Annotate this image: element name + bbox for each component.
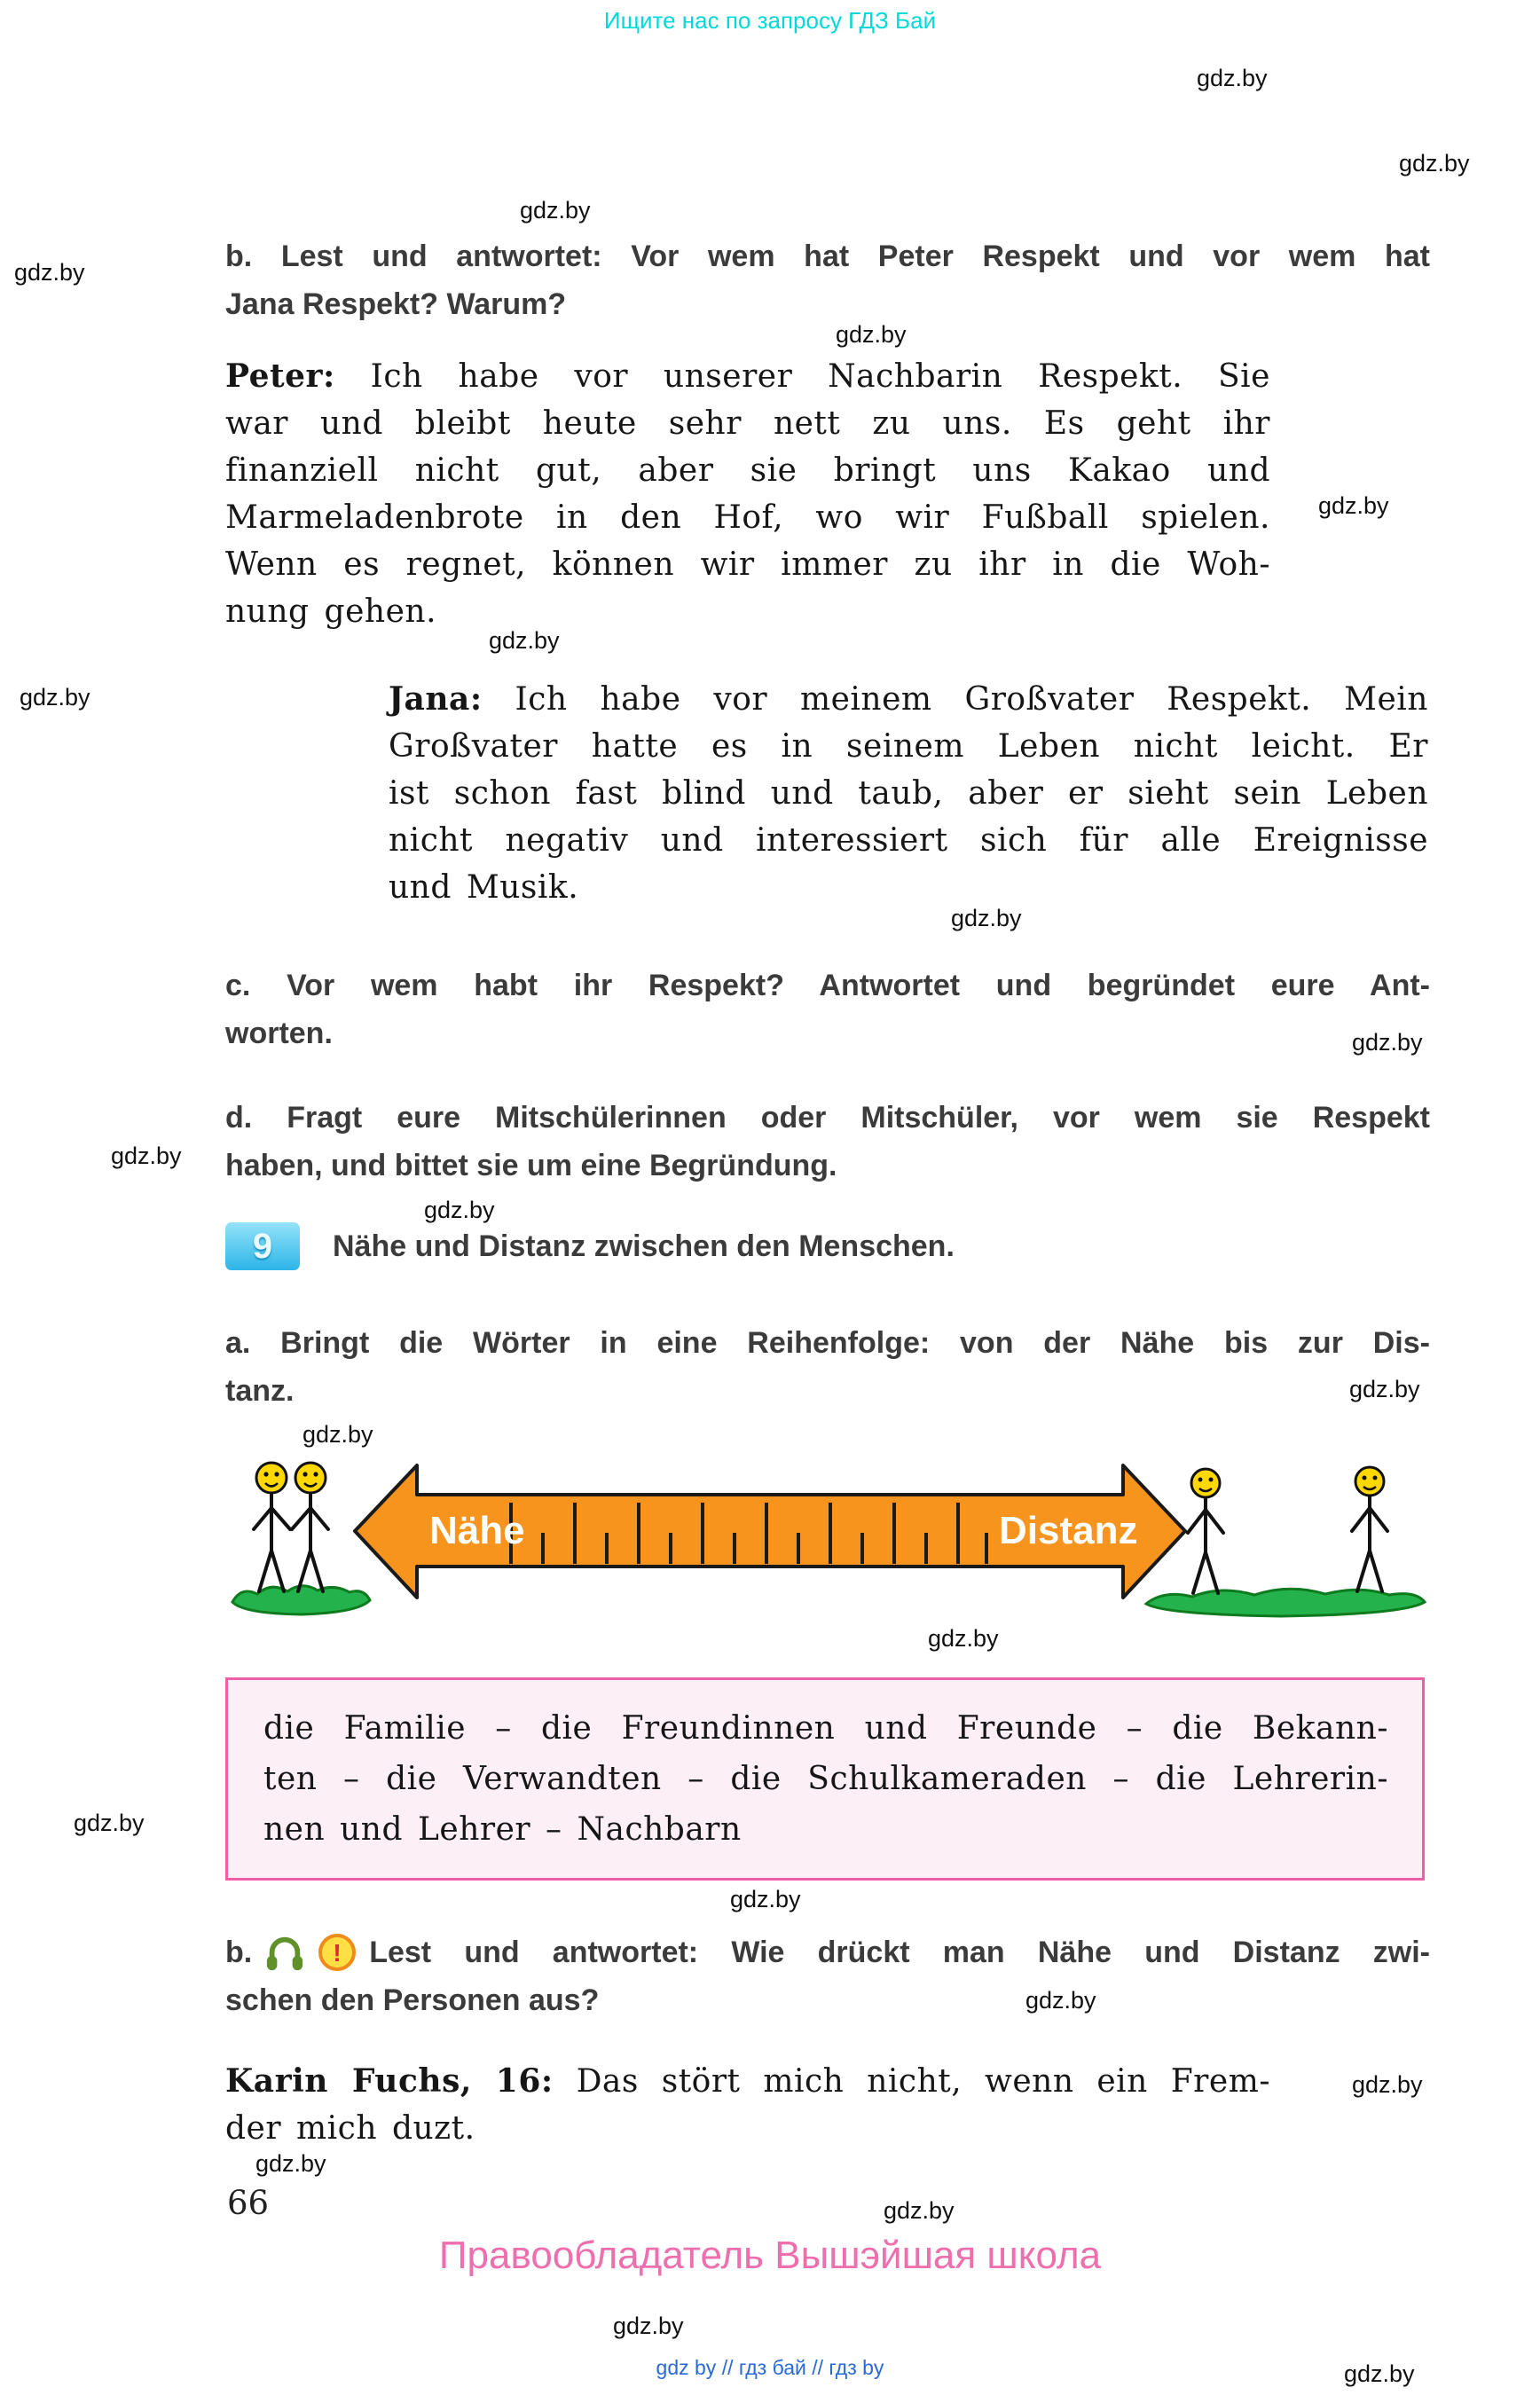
svg-text:!: ! bbox=[333, 1939, 342, 1967]
text-line: tanz. bbox=[225, 1374, 295, 1408]
gdz-watermark: gdz.by bbox=[424, 1197, 495, 1223]
text-line: ist schon fast blind und taub, aber er sieht sein Leben bbox=[389, 775, 1428, 812]
page-number: 66 bbox=[227, 2184, 270, 2222]
gdz-watermark: gdz.by bbox=[1344, 2360, 1415, 2387]
arrow-label-naehe: Nähe bbox=[429, 1509, 525, 1552]
text-line: Peter: Ich habe vor unserer Nachbarin Respekt. Sie bbox=[225, 357, 1270, 395]
gdz-watermark: gdz.by bbox=[302, 1421, 373, 1448]
text-line: a. Bringt die Wörter in eine Reihenfolge: von der Nähe bis zur Dis- bbox=[225, 1326, 1430, 1360]
stick-figures-close bbox=[254, 1494, 328, 1591]
gdz-watermark: gdz.by bbox=[1025, 1987, 1096, 2014]
gdz-watermark: gdz.by bbox=[20, 684, 90, 711]
gdz-watermark: gdz.by bbox=[1352, 1029, 1423, 1056]
text-line: Jana: Ich habe vor meinem Großvater Respekt. Mein bbox=[389, 680, 1428, 718]
smiley-heads-close bbox=[256, 1463, 326, 1493]
text-line: die Familie – die Freundinnen und Freunde – die Bekann- bbox=[263, 1710, 1388, 1747]
stick-figures-distant bbox=[1188, 1496, 1387, 1593]
gdz-watermark: gdz.by bbox=[1399, 150, 1470, 177]
speaker-name: Karin Fuchs, 16: bbox=[225, 2062, 554, 2100]
gdz-watermark: gdz.by bbox=[74, 1810, 145, 1836]
gdz-watermark: gdz.by bbox=[1352, 2071, 1423, 2098]
gdz-watermark: gdz.by bbox=[520, 197, 591, 224]
gdz-watermark: gdz.by bbox=[14, 259, 85, 286]
word-box bbox=[225, 1677, 1425, 1881]
text-line: der mich duzt. bbox=[225, 2110, 475, 2147]
grass-right bbox=[1146, 1589, 1425, 1616]
copyright-notice: Правообладатель Вышэйшая школа bbox=[438, 2234, 1102, 2277]
exercise-9-title: Nähe und Distanz zwischen den Menschen. bbox=[333, 1229, 955, 1263]
text-line: finanziell nicht gut, aber sie bringt uns Kakao und bbox=[225, 452, 1270, 489]
task-a-heading bbox=[225, 1319, 1430, 1415]
footer-links[interactable]: gdz by // гдз бай // гдз by bbox=[656, 2356, 884, 2379]
jana-paragraph bbox=[389, 676, 1428, 911]
text-line: schen den Personen aus? bbox=[225, 1983, 600, 2017]
gdz-watermark: gdz.by bbox=[928, 1625, 999, 1652]
gdz-watermark: gdz.by bbox=[1349, 1376, 1420, 1402]
text-line: c. Vor wem habt ihr Respekt? Antwortet und begründet eure Ant- bbox=[225, 969, 1430, 1002]
gdz-watermark: gdz.by bbox=[1197, 65, 1268, 91]
headphones-icon bbox=[264, 1932, 305, 1973]
grass-left bbox=[232, 1586, 370, 1614]
gdz-watermark: gdz.by bbox=[836, 321, 907, 348]
text-line: Großvater hatte es in seinem Leben nicht leicht. Er bbox=[389, 728, 1428, 765]
text-line: Wenn es regnet, können wir immer zu ihr in die Woh- bbox=[225, 546, 1270, 583]
task-c-heading bbox=[225, 962, 1430, 1057]
task-d-heading bbox=[225, 1094, 1430, 1190]
exercise-number-badge: 9 bbox=[225, 1222, 300, 1270]
text-line: Marmeladenbrote in den Hof, wo wir Fußball spielen. bbox=[225, 499, 1270, 536]
task-b2-heading bbox=[225, 1928, 1430, 2024]
text-line bbox=[225, 1928, 1430, 1976]
peter-paragraph bbox=[225, 353, 1270, 635]
speaker-name: Jana: bbox=[389, 680, 483, 718]
text-line: nen und Lehrer – Nachbarn bbox=[263, 1811, 742, 1848]
gdz-watermark: gdz.by bbox=[951, 905, 1022, 931]
text-line: Lest und antwortet: Wie drückt man Nähe und Distanz zwi- bbox=[369, 1936, 1430, 1969]
arrow-label-distanz: Distanz bbox=[999, 1509, 1138, 1552]
text-line: haben, und bittet sie um eine Begründung. bbox=[225, 1149, 837, 1182]
gdz-watermark: gdz.by bbox=[255, 2150, 326, 2177]
smiley-heads-distant bbox=[1191, 1467, 1384, 1497]
text-line: Jana Respekt? Warum? bbox=[225, 287, 567, 321]
karin-paragraph bbox=[225, 2058, 1270, 2152]
text-line: und Musik. bbox=[389, 869, 579, 906]
text-line: d. Fragt eure Mitschülerinnen oder Mitschüler, vor wem sie Respekt bbox=[225, 1101, 1430, 1135]
task-b1-heading bbox=[225, 232, 1430, 328]
speaker-name: Peter: bbox=[225, 357, 335, 395]
gdz-watermark: gdz.by bbox=[489, 627, 560, 654]
text-line: worten. bbox=[225, 1017, 333, 1050]
text-line: nicht negativ und interessiert sich für alle Ereignisse bbox=[389, 822, 1428, 859]
top-banner: Ищите нас по запросу ГДЗ Бай bbox=[603, 7, 937, 34]
gdz-watermark: gdz.by bbox=[884, 2197, 955, 2224]
text-line: war und bleibt heute sehr nett zu uns. Es geht ihr bbox=[225, 405, 1270, 442]
gdz-watermark: gdz.by bbox=[613, 2313, 684, 2339]
task-b2-prefix: b. bbox=[225, 1936, 253, 1969]
text-line: b. Lest und antwortet: Vor wem hat Peter Respekt und vor wem hat bbox=[225, 240, 1430, 273]
exercise-9-header bbox=[225, 1222, 955, 1270]
text-line: Karin Fuchs, 16: Das stört mich nicht, wenn ein Frem- bbox=[225, 2062, 1270, 2100]
gdz-watermark: gdz.by bbox=[111, 1143, 182, 1169]
exclamation-icon bbox=[318, 1933, 357, 1972]
text-line: ten – die Verwandten – die Schulkameraden – die Lehrerin- bbox=[263, 1761, 1388, 1797]
gdz-watermark: gdz.by bbox=[1318, 492, 1389, 519]
text-line: nung gehen. bbox=[225, 593, 437, 630]
proximity-illustration bbox=[225, 1451, 1432, 1622]
gdz-watermark: gdz.by bbox=[730, 1886, 801, 1912]
